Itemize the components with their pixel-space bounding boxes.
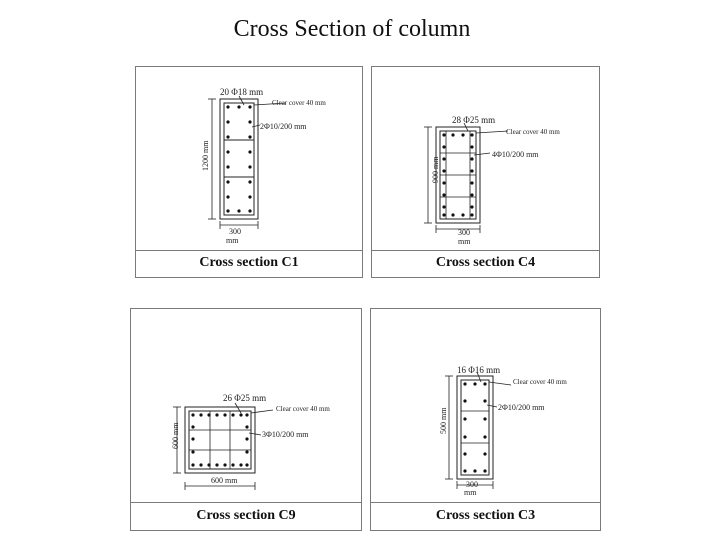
panel-c3 xyxy=(370,308,601,531)
width-unit-label: mm xyxy=(226,236,239,245)
bars-label: 26 Φ25 mm xyxy=(223,393,267,403)
cover-label: Clear cover 40 mm xyxy=(513,378,567,386)
caption-c4: Cross section C4 xyxy=(435,255,536,270)
column-outline xyxy=(220,99,258,219)
bars-label: 20 Φ18 mm xyxy=(220,87,264,97)
width-value-label: 600 mm xyxy=(211,476,238,485)
height-label: 500 mm xyxy=(439,407,448,434)
bars-label: 16 Φ16 mm xyxy=(457,365,501,375)
width-unit-label: mm xyxy=(458,237,471,246)
panel-c4 xyxy=(371,66,600,278)
panel-c9 xyxy=(130,308,362,531)
cover-label: Clear cover 40 mm xyxy=(506,128,560,136)
width-value-label: 300 xyxy=(458,228,470,237)
panel-c1 xyxy=(135,66,363,278)
section-drawing-c4 xyxy=(372,67,601,251)
width-value-label: 300 xyxy=(466,480,478,489)
section-drawing-c1 xyxy=(136,67,364,251)
column-outline xyxy=(185,407,255,473)
cover-label: Clear cover 40 mm xyxy=(276,405,330,413)
ties-label: 2Φ10/200 mm xyxy=(498,403,545,412)
column-outline xyxy=(457,376,493,479)
caption-c9: Cross section C9 xyxy=(196,508,296,523)
cover-label: Clear cover 40 mm xyxy=(272,99,326,107)
ties-outline xyxy=(461,380,489,475)
ties-label: 4Φ10/200 mm xyxy=(492,150,539,159)
rebar-group xyxy=(226,105,251,212)
ties-outline xyxy=(189,411,251,469)
page-title: Cross Section of column xyxy=(233,16,471,42)
caption-c3: Cross section C3 xyxy=(435,508,536,523)
height-label: 1200 mm xyxy=(201,140,210,171)
width-unit-label: mm xyxy=(464,488,477,497)
width-value-label: 300 xyxy=(229,227,241,236)
height-label: 900 mm xyxy=(431,156,440,183)
rebar-group xyxy=(191,413,248,466)
height-label: 600 mm xyxy=(171,422,180,449)
ties-label: 2Φ10/200 mm xyxy=(260,122,307,131)
caption-c1: Cross section C1 xyxy=(199,255,299,270)
rebar-group xyxy=(463,382,486,472)
section-drawing-c9 xyxy=(131,309,363,503)
ties-label: 3Φ10/200 mm xyxy=(262,430,309,439)
bars-label: 28 Φ25 mm xyxy=(452,115,496,125)
section-drawing-c3 xyxy=(371,309,602,503)
